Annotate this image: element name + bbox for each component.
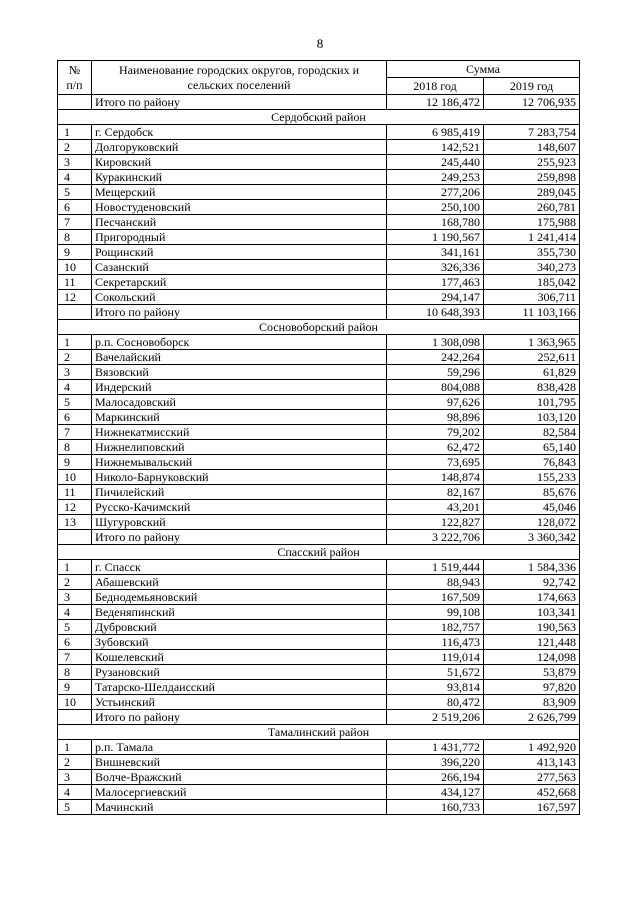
table-row bbox=[58, 170, 580, 185]
cell-2018: 2 519,206 bbox=[387, 710, 484, 725]
cell-num: 10 bbox=[58, 260, 92, 275]
cell-2019: 85,676 bbox=[484, 485, 580, 500]
cell-num: 7 bbox=[58, 650, 92, 665]
cell-name: Вязовский bbox=[92, 365, 387, 380]
cell-num: 3 bbox=[58, 365, 92, 380]
cell-num bbox=[58, 95, 92, 110]
table-row bbox=[58, 500, 580, 515]
cell-name: Русско-Качимский bbox=[92, 500, 387, 515]
cell-2019: 1 363,965 bbox=[484, 335, 580, 350]
district-title: Сердобский район bbox=[58, 110, 580, 125]
header-name bbox=[92, 61, 387, 95]
cell-name: Кошелевский bbox=[92, 650, 387, 665]
cell-name: Итого по району bbox=[92, 530, 387, 545]
cell-2018: 62,472 bbox=[387, 440, 484, 455]
cell-name: Рощинский bbox=[92, 245, 387, 260]
table-row bbox=[58, 590, 580, 605]
table-row bbox=[58, 800, 580, 815]
cell-2018: 6 985,419 bbox=[387, 125, 484, 140]
cell-2019: 355,730 bbox=[484, 245, 580, 260]
district-header-row bbox=[58, 725, 580, 740]
cell-2019: 2 626,799 bbox=[484, 710, 580, 725]
cell-num: 11 bbox=[58, 275, 92, 290]
cell-num: 11 bbox=[58, 485, 92, 500]
table-row bbox=[58, 560, 580, 575]
cell-name: Малосергиевский bbox=[92, 785, 387, 800]
cell-2018: 79,202 bbox=[387, 425, 484, 440]
cell-2019: 174,663 bbox=[484, 590, 580, 605]
district-header-row bbox=[58, 110, 580, 125]
table-row bbox=[58, 395, 580, 410]
cell-2019: 12 706,935 bbox=[484, 95, 580, 110]
district-header-row bbox=[58, 320, 580, 335]
cell-2018: 142,521 bbox=[387, 140, 484, 155]
cell-2018: 97,626 bbox=[387, 395, 484, 410]
cell-2018: 167,509 bbox=[387, 590, 484, 605]
cell-2018: 98,896 bbox=[387, 410, 484, 425]
cell-2019: 1 492,920 bbox=[484, 740, 580, 755]
district-title: Сосновоборский район bbox=[58, 320, 580, 335]
cell-2019: 252,611 bbox=[484, 350, 580, 365]
cell-name: Дубровский bbox=[92, 620, 387, 635]
cell-name: Абашевский bbox=[92, 575, 387, 590]
cell-2018: 250,100 bbox=[387, 200, 484, 215]
cell-num: 5 bbox=[58, 620, 92, 635]
cell-num: 3 bbox=[58, 590, 92, 605]
cell-name: Нижнелиповский bbox=[92, 440, 387, 455]
table-row bbox=[58, 425, 580, 440]
table-row bbox=[58, 605, 580, 620]
cell-2018: 122,827 bbox=[387, 515, 484, 530]
cell-2019: 121,448 bbox=[484, 635, 580, 650]
table-row bbox=[58, 335, 580, 350]
cell-2018: 1 431,772 bbox=[387, 740, 484, 755]
cell-2019: 175,988 bbox=[484, 215, 580, 230]
cell-2019: 155,233 bbox=[484, 470, 580, 485]
cell-name: Пригородный bbox=[92, 230, 387, 245]
cell-num: 5 bbox=[58, 800, 92, 815]
table-row bbox=[58, 755, 580, 770]
table-row bbox=[58, 350, 580, 365]
cell-num: 9 bbox=[58, 245, 92, 260]
cell-2019: 838,428 bbox=[484, 380, 580, 395]
cell-num: 1 bbox=[58, 740, 92, 755]
cell-num: 7 bbox=[58, 425, 92, 440]
cell-num: 8 bbox=[58, 665, 92, 680]
cell-num: 2 bbox=[58, 350, 92, 365]
cell-num: 4 bbox=[58, 380, 92, 395]
cell-2019: 1 584,336 bbox=[484, 560, 580, 575]
cell-name: Маркинский bbox=[92, 410, 387, 425]
cell-num: 8 bbox=[58, 440, 92, 455]
table-body bbox=[58, 95, 580, 815]
table-row bbox=[58, 275, 580, 290]
cell-2018: 80,472 bbox=[387, 695, 484, 710]
cell-2019: 306,711 bbox=[484, 290, 580, 305]
table-row bbox=[58, 185, 580, 200]
cell-2019: 124,098 bbox=[484, 650, 580, 665]
cell-num: 10 bbox=[58, 470, 92, 485]
cell-name: Нижнекатмисский bbox=[92, 425, 387, 440]
cell-name: Секретарский bbox=[92, 275, 387, 290]
table-row bbox=[58, 575, 580, 590]
cell-name: Индерский bbox=[92, 380, 387, 395]
district-total-row bbox=[58, 710, 580, 725]
cell-name: Шугуровский bbox=[92, 515, 387, 530]
cell-2019: 255,923 bbox=[484, 155, 580, 170]
cell-name: г. Сердобск bbox=[92, 125, 387, 140]
table-row bbox=[58, 470, 580, 485]
table-row bbox=[58, 515, 580, 530]
cell-2018: 168,780 bbox=[387, 215, 484, 230]
cell-2018: 245,440 bbox=[387, 155, 484, 170]
table-row bbox=[58, 140, 580, 155]
cell-name: Мещерский bbox=[92, 185, 387, 200]
cell-name: Веденяпинский bbox=[92, 605, 387, 620]
table-row bbox=[58, 740, 580, 755]
table-row bbox=[58, 665, 580, 680]
cell-2019: 82,584 bbox=[484, 425, 580, 440]
cell-2019: 128,072 bbox=[484, 515, 580, 530]
cell-2018: 242,264 bbox=[387, 350, 484, 365]
cell-2019: 92,742 bbox=[484, 575, 580, 590]
table-row bbox=[58, 155, 580, 170]
cell-2019: 65,140 bbox=[484, 440, 580, 455]
cell-num: 5 bbox=[58, 395, 92, 410]
cell-2019: 76,843 bbox=[484, 455, 580, 470]
cell-2018: 99,108 bbox=[387, 605, 484, 620]
cell-num: 13 bbox=[58, 515, 92, 530]
cell-num: 12 bbox=[58, 290, 92, 305]
cell-2019: 289,045 bbox=[484, 185, 580, 200]
header-year-2018: 2018 год bbox=[387, 78, 484, 95]
cell-2018: 434,127 bbox=[387, 785, 484, 800]
cell-2018: 249,253 bbox=[387, 170, 484, 185]
table-row bbox=[58, 695, 580, 710]
cell-2018: 73,695 bbox=[387, 455, 484, 470]
cell-num: 4 bbox=[58, 785, 92, 800]
header-sum: Сумма bbox=[387, 61, 580, 78]
cell-name: Нижнемывальский bbox=[92, 455, 387, 470]
table-row bbox=[58, 455, 580, 470]
top-total-row bbox=[58, 95, 580, 110]
table-row bbox=[58, 440, 580, 455]
cell-num: 1 bbox=[58, 335, 92, 350]
table-row bbox=[58, 260, 580, 275]
cell-name: Беднодемьяновский bbox=[92, 590, 387, 605]
cell-name: Итого по району bbox=[92, 710, 387, 725]
cell-num: 8 bbox=[58, 230, 92, 245]
cell-2018: 1 519,444 bbox=[387, 560, 484, 575]
cell-name: Устьинский bbox=[92, 695, 387, 710]
cell-2018: 1 190,567 bbox=[387, 230, 484, 245]
cell-num: 3 bbox=[58, 155, 92, 170]
cell-num: 1 bbox=[58, 125, 92, 140]
cell-name: Кировский bbox=[92, 155, 387, 170]
cell-2019: 103,341 bbox=[484, 605, 580, 620]
cell-name: Пичилейский bbox=[92, 485, 387, 500]
page-number: 8 bbox=[316, 36, 324, 51]
cell-2018: 266,194 bbox=[387, 770, 484, 785]
header-num: № п/п bbox=[58, 61, 92, 95]
cell-2018: 1 308,098 bbox=[387, 335, 484, 350]
header-name-line2: сельских поселений bbox=[187, 77, 291, 92]
cell-name: Новостуденовский bbox=[92, 200, 387, 215]
cell-2019: 190,563 bbox=[484, 620, 580, 635]
cell-2018: 10 648,393 bbox=[387, 305, 484, 320]
cell-2019: 148,607 bbox=[484, 140, 580, 155]
cell-2018: 88,943 bbox=[387, 575, 484, 590]
cell-2019: 3 360,342 bbox=[484, 530, 580, 545]
table-row bbox=[58, 650, 580, 665]
cell-2018: 119,014 bbox=[387, 650, 484, 665]
cell-2019: 277,563 bbox=[484, 770, 580, 785]
table-row bbox=[58, 770, 580, 785]
cell-2019: 259,898 bbox=[484, 170, 580, 185]
table-row bbox=[58, 635, 580, 650]
cell-2019: 45,046 bbox=[484, 500, 580, 515]
cell-name: р.п. Сосновоборск bbox=[92, 335, 387, 350]
cell-num: 7 bbox=[58, 215, 92, 230]
cell-num: 4 bbox=[58, 170, 92, 185]
cell-name: Сокольский bbox=[92, 290, 387, 305]
cell-num bbox=[58, 530, 92, 545]
cell-2018: 177,463 bbox=[387, 275, 484, 290]
cell-name: Зубовский bbox=[92, 635, 387, 650]
table-row bbox=[58, 680, 580, 695]
cell-2019: 340,273 bbox=[484, 260, 580, 275]
cell-2018: 294,147 bbox=[387, 290, 484, 305]
budget-table bbox=[57, 60, 580, 815]
cell-2018: 148,874 bbox=[387, 470, 484, 485]
district-title: Спасский район bbox=[58, 545, 580, 560]
cell-num: 6 bbox=[58, 635, 92, 650]
table-row bbox=[58, 290, 580, 305]
cell-2018: 396,220 bbox=[387, 755, 484, 770]
district-header-row bbox=[58, 545, 580, 560]
cell-2018: 12 186,472 bbox=[387, 95, 484, 110]
cell-2019: 452,668 bbox=[484, 785, 580, 800]
cell-num: 5 bbox=[58, 185, 92, 200]
cell-num: 9 bbox=[58, 680, 92, 695]
cell-num bbox=[58, 710, 92, 725]
cell-num: 2 bbox=[58, 140, 92, 155]
cell-name: Итого по району bbox=[92, 95, 387, 110]
table-row bbox=[58, 125, 580, 140]
cell-num: 2 bbox=[58, 755, 92, 770]
cell-2019: 167,597 bbox=[484, 800, 580, 815]
cell-2019: 185,042 bbox=[484, 275, 580, 290]
cell-2019: 1 241,414 bbox=[484, 230, 580, 245]
cell-2019: 61,829 bbox=[484, 365, 580, 380]
cell-name: г. Спасск bbox=[92, 560, 387, 575]
cell-name: Волче-Вражский bbox=[92, 770, 387, 785]
cell-num: 9 bbox=[58, 455, 92, 470]
cell-2019: 53,879 bbox=[484, 665, 580, 680]
header-year-2019: 2019 год bbox=[484, 78, 580, 95]
cell-name: Куракинский bbox=[92, 170, 387, 185]
cell-num: 6 bbox=[58, 200, 92, 215]
cell-2019: 97,820 bbox=[484, 680, 580, 695]
table-row bbox=[58, 620, 580, 635]
cell-2019: 413,143 bbox=[484, 755, 580, 770]
cell-2018: 116,473 bbox=[387, 635, 484, 650]
table-row bbox=[58, 785, 580, 800]
cell-2018: 93,814 bbox=[387, 680, 484, 695]
cell-2018: 59,296 bbox=[387, 365, 484, 380]
cell-2018: 82,167 bbox=[387, 485, 484, 500]
cell-num bbox=[58, 305, 92, 320]
district-total-row bbox=[58, 305, 580, 320]
table-row bbox=[58, 215, 580, 230]
cell-name: Мачинский bbox=[92, 800, 387, 815]
cell-num: 10 bbox=[58, 695, 92, 710]
cell-2018: 51,672 bbox=[387, 665, 484, 680]
cell-2018: 43,201 bbox=[387, 500, 484, 515]
cell-num: 4 bbox=[58, 605, 92, 620]
district-total-row bbox=[58, 530, 580, 545]
cell-2018: 804,088 bbox=[387, 380, 484, 395]
cell-name: Татарско-Шелдаисский bbox=[92, 680, 387, 695]
table-row bbox=[58, 380, 580, 395]
cell-name: Итого по району bbox=[92, 305, 387, 320]
cell-2018: 160,733 bbox=[387, 800, 484, 815]
cell-num: 2 bbox=[58, 575, 92, 590]
cell-num: 1 bbox=[58, 560, 92, 575]
cell-2018: 326,336 bbox=[387, 260, 484, 275]
cell-2018: 182,757 bbox=[387, 620, 484, 635]
cell-name: Николо-Барнуковский bbox=[92, 470, 387, 485]
cell-name: Песчанский bbox=[92, 215, 387, 230]
cell-name: Сазанский bbox=[92, 260, 387, 275]
cell-2018: 341,161 bbox=[387, 245, 484, 260]
cell-name: Малосадовский bbox=[92, 395, 387, 410]
table-row bbox=[58, 410, 580, 425]
cell-name: Вишневский bbox=[92, 755, 387, 770]
cell-2019: 260,781 bbox=[484, 200, 580, 215]
cell-2019: 101,795 bbox=[484, 395, 580, 410]
header-row-1 bbox=[58, 61, 580, 78]
cell-2019: 7 283,754 bbox=[484, 125, 580, 140]
header-name-line1: Наименование городских округов, городских и bbox=[118, 62, 360, 77]
cell-name: Долгоруковский bbox=[92, 140, 387, 155]
cell-num: 6 bbox=[58, 410, 92, 425]
cell-name: Вачелайский bbox=[92, 350, 387, 365]
table-row bbox=[58, 365, 580, 380]
cell-2019: 103,120 bbox=[484, 410, 580, 425]
cell-name: р.п. Тамала bbox=[92, 740, 387, 755]
cell-name: Рузановский bbox=[92, 665, 387, 680]
cell-2018: 277,206 bbox=[387, 185, 484, 200]
cell-2018: 3 222,706 bbox=[387, 530, 484, 545]
cell-2019: 11 103,166 bbox=[484, 305, 580, 320]
district-title: Тамалинский район bbox=[58, 725, 580, 740]
table-row bbox=[58, 245, 580, 260]
table-row bbox=[58, 230, 580, 245]
table-row bbox=[58, 485, 580, 500]
cell-num: 3 bbox=[58, 770, 92, 785]
table-row bbox=[58, 200, 580, 215]
cell-num: 12 bbox=[58, 500, 92, 515]
cell-2019: 83,909 bbox=[484, 695, 580, 710]
